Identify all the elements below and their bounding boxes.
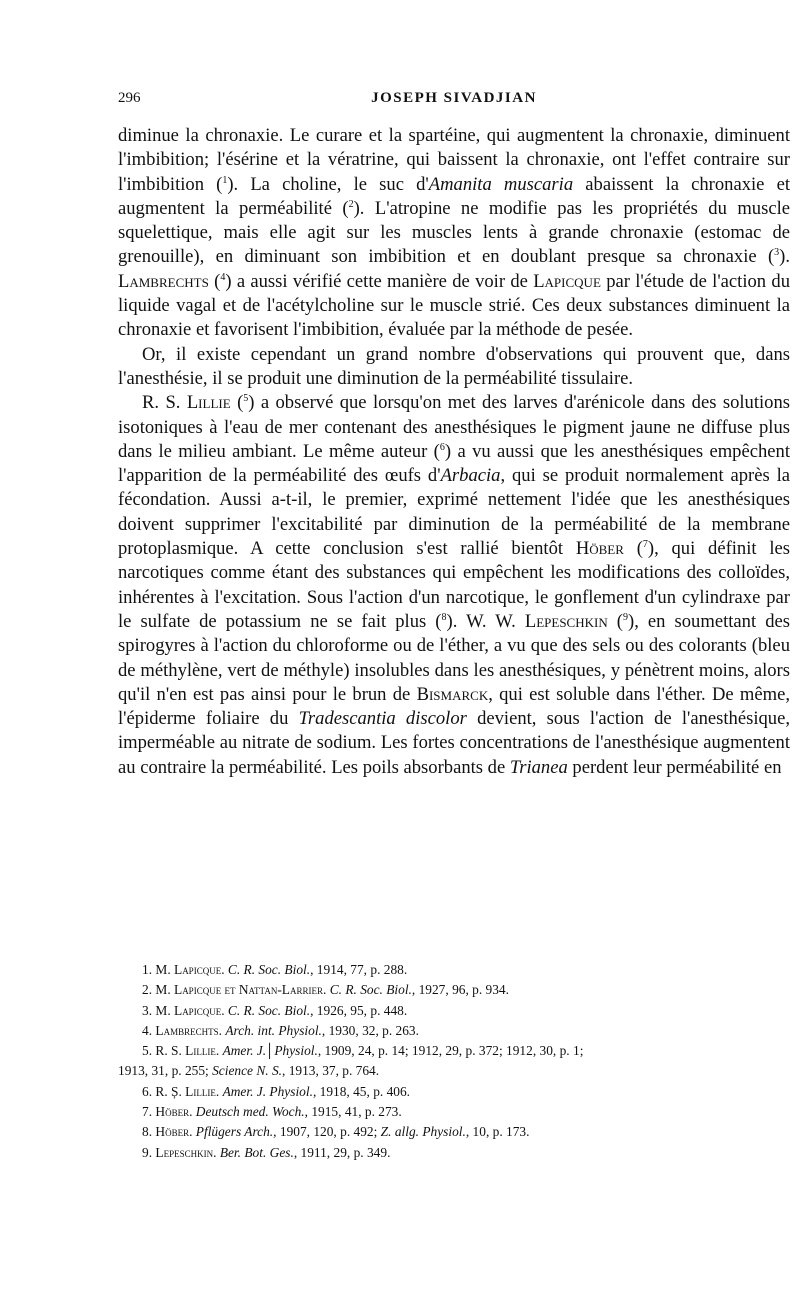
author-name: Lambrechts [118, 270, 209, 292]
author-name: Höber [575, 538, 624, 560]
footnote-ref: 3 [774, 247, 780, 259]
footnote-ref: 9 [623, 611, 628, 623]
footnote: 5. R. S. Lillie. Amer. J.│Physiol., 1909, 24, p. 14; 1912, 29, p. 372; 1912, 30, p. 1; [142, 1043, 584, 1059]
body-text [118, 124, 790, 780]
author-name: Lepeschkin [524, 610, 608, 632]
author-name: Lillie [186, 392, 231, 414]
footnote: 7. Höber. Deutsch med. Woch., 1915, 41, p. 273. [142, 1104, 402, 1120]
footnote-ref: 6 [439, 441, 445, 453]
proper-name: Bismarck [416, 683, 489, 705]
footnote: 3. M. Lapicque. C. R. Soc. Biol., 1926, 95, p. 448. [142, 1002, 408, 1018]
footnote: 4. Lambrechts. Arch. int. Physiol., 1930, 32, p. 263. [142, 1022, 419, 1038]
footnote: 9. Lepeschkin. Ber. Bot. Ges., 1911, 29, p. 349. [142, 1144, 391, 1160]
page-header [118, 90, 790, 116]
page-number: 296 [118, 90, 141, 106]
running-head: JOSEPH SIVADJIAN [371, 90, 537, 106]
author-name: Lapicque [533, 270, 601, 292]
footnotes [118, 960, 790, 1163]
footnote: 8. Höber. Pflügers Arch., 1907, 120, p. 492; Z. allg. Physiol., 10, p. 173. [142, 1124, 530, 1140]
footnote: 2. M. Lapicque et Nattan-Larrier. C. R. Soc. Biol., 1927, 96, p. 934. [142, 982, 509, 998]
paragraph-1: diminue la chronaxie. Le curare et la spartéine, qui augmentent la chronaxie, diminuent l'imbibition; l'ésérine et la vératrine, qui baissent la chronaxie, ont l'effet contraire sur l'imbibition ($^1$). La choline, le suc d'Amanita muscaria abaissent la chronaxie et augmentent la perméabilité ($^2$). L'atropine ne modifie pas les propriétés du muscle squelettique, mais elle agit sur les muscles lents à grande chronaxie (estomac de grenouille), en diminuant son imbibition et en doublant presque sa chronaxie ($^3$). Lambrechts ($^4$) a aussi vérifié cette manière de voir de Lapicque par l'étude de l'action du liquide vagal et de l'acétylcholine sur le muscle strié. Ces deux substances diminuent la chronaxie et favorisent l'imbibition, évaluée par la méthode de pesée. [118, 125, 790, 341]
footnote: 1. M. Lapicque. C. R. Soc. Biol., 1914, 77, p. 288. [142, 962, 408, 977]
footnote-ref: 7 [642, 538, 648, 550]
footnote-continuation: 1913, 31, p. 255; Science N. S., 1913, 37, p. 764. [118, 1063, 380, 1079]
footnote-ref: 2 [348, 198, 354, 210]
footnote-ref: 1 [222, 174, 228, 186]
footnote-ref: 4 [220, 271, 226, 283]
paragraph-3: R. S. Lillie ($^5$) a observé que lorsqu'on met des larves d'arénicole dans des solutions isotoniques à l'eau de mer contenant des anesthésiques le pigment jaune ne diffuse plus dans le milieu ambiant. Le même auteur ($^6$) a vu aussi que les anesthésiques empêchent l'apparition de la perméabilité des œufs d'Arbacia, qui se produit normalement après la fécondation. Aussi a-t-il, le premier, exprimé nettement l'idée que les anesthésiques doivent supprimer l'excitabilité par diminution de la perméabilité de la membrane protoplasmique. A cette conclusion s'est rallié bientôt Höber ($^7$), qui définit les narcotiques comme étant des substances qui empêchent les modifications des colloïdes, inhérentes à l'excitation. Sous l'action d'un narcotique, le gonflement d'un cylindraxe par le sulfate de potassium ne se fait plus ($^8$). W. W. Lepeschkin ($^9$), en soumettant des spirogyres à l'action du chloroforme ou de l'éther, a vu que des sels ou des colorants (bleu de méthylène, vert de méthyle) insolubles dans les anesthésiques, y pénètrent moins, alors qu'il n'en est pas ainsi pour le brun de Bismarck, qui est soluble dans l'éther. De même, l'épiderme foliaire du Tradescantia discolor devient, sous l'action de l'anesthésique, imperméable au nitrate de sodium. Les fortes concentrations de l'anesthésique augmentent au contraire la perméabilité. Les poils absorbants de Trianea perdent leur perméabilité en [118, 392, 791, 778]
footnote-ref: 8 [441, 611, 447, 623]
paragraph-2: Or, il existe cependant un grand nombre d'observations qui prouvent que, dans l'anesthésie, il se produit une diminution de la perméabilité tissulaire. [118, 343, 790, 389]
footnote: 6. R. Ș. Lillie. Amer. J. Physiol., 1918, 45, p. 406. [142, 1083, 411, 1099]
footnote-ref: 5 [243, 393, 249, 405]
